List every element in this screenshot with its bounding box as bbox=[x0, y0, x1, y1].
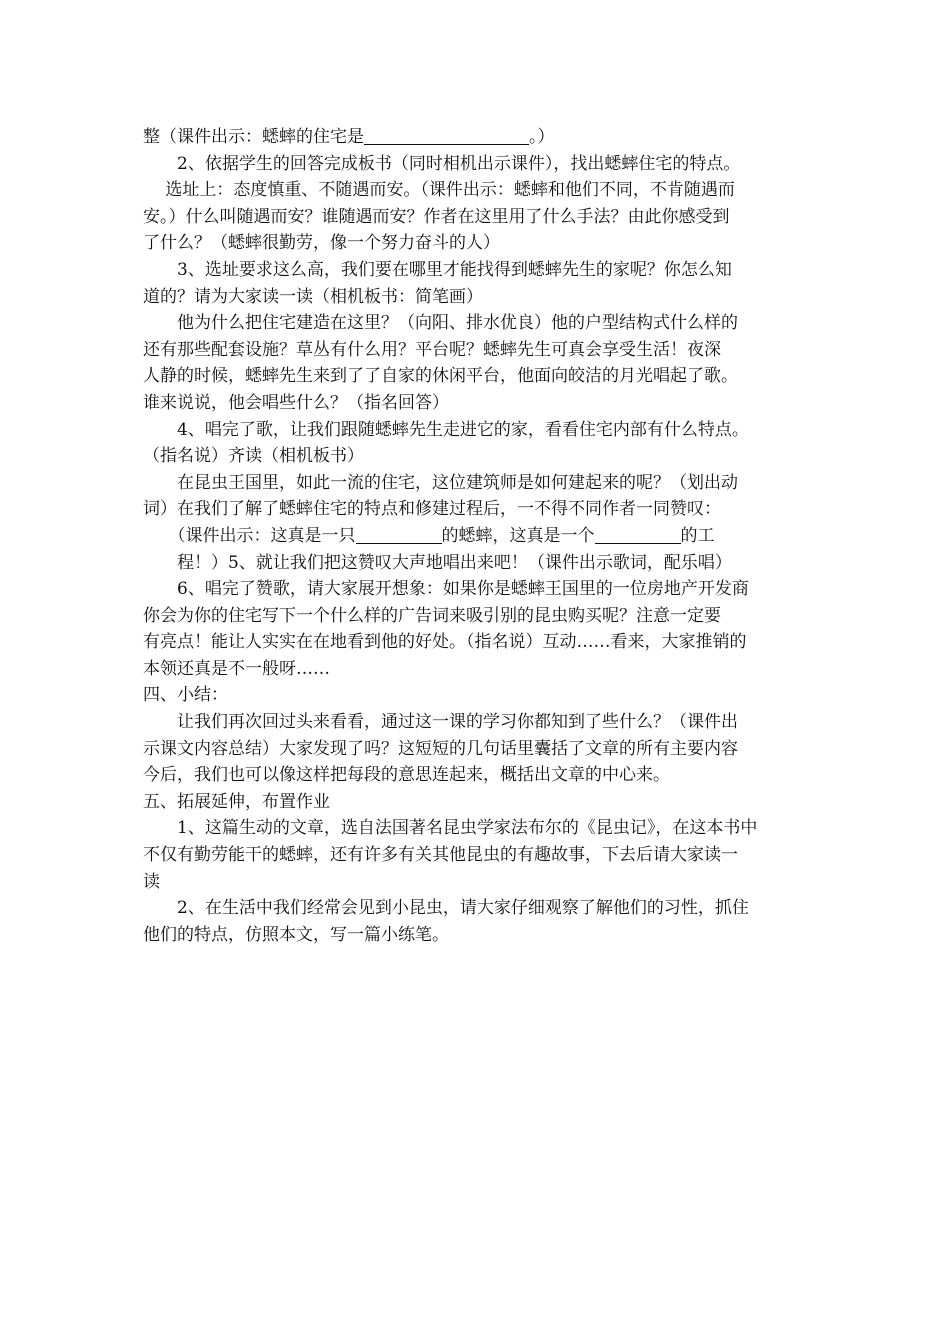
text-line: 不仅有勤劳能干的蟋蟀，还有许多有关其他昆虫的有趣故事，下去后请大家读一 bbox=[143, 845, 738, 866]
lesson-plan-text bbox=[143, 124, 811, 948]
text-line: 整（课件出示：蟋蟀的住宅是 。） bbox=[143, 127, 555, 147]
text-line: 他们的特点，仿照本文，写一篇小练笔。 bbox=[143, 924, 449, 945]
text-line: （课件出示：这真是一只 的蟋蟀，这真是一个 的工 bbox=[143, 525, 715, 546]
fill-in-blank bbox=[364, 126, 529, 145]
text-line: 他为什么把住宅建造在这里？（向阳、排水优良）他的户型结构式什么样的 bbox=[143, 313, 738, 334]
section-heading: 四、小结： bbox=[143, 685, 228, 706]
text-line: 2、依据学生的回答完成板书（同时相机出示课件），找出蟋蟀住宅的特点。 bbox=[143, 153, 741, 174]
text-line: 6、唱完了赞歌，请大家展开想象：如果你是蟋蟀王国里的一位房地产开发商 bbox=[143, 579, 749, 600]
text-line: 了什么？（蟋蟀很勤劳，像一个努力奋斗的人） bbox=[143, 233, 500, 254]
text-line: 你会为你的住宅写下一个什么样的广告词来吸引别的昆虫购买呢？注意一定要 bbox=[143, 605, 721, 626]
text-line: 1、这篇生动的文章，选自法国著名昆虫学家法布尔的《昆虫记》，在这本书中 bbox=[143, 818, 758, 839]
text-line: 人静的时候，蟋蟀先生来到了了自家的休闲平台，他面向皎洁的月光唱起了歌。 bbox=[143, 366, 738, 387]
text-line: 让我们再次回过头来看看，通过这一课的学习你都知到了些什么？（课件出 bbox=[143, 712, 738, 733]
text-line: 3、选址要求这么高，我们要在哪里才能找得到蟋蟀先生的家呢？你怎么知 bbox=[143, 259, 732, 280]
text-line: 读 bbox=[143, 871, 160, 892]
text-line: 道的？请为大家读一读（相机板书：简笔画） bbox=[143, 286, 483, 307]
text-line: 今后，我们也可以像这样把每段的意思连起来，概括出文章的中心来。 bbox=[143, 765, 670, 786]
fill-in-blank bbox=[595, 525, 681, 544]
text-line: 示课文内容总结）大家发现了吗？这短短的几句话里囊括了文章的所有主要内容 bbox=[143, 738, 738, 759]
text-line: 2、在生活中我们经常会见到小昆虫，请大家仔细观察了解他们的习性，抓住 bbox=[143, 898, 749, 919]
section-heading: 五、拓展延伸，布置作业 bbox=[143, 791, 330, 812]
text-line: 有亮点！能让人实实在在地看到他的好处。（指名说）互动……看来，大家推销的 bbox=[143, 632, 747, 653]
text-line: 本领还真是不一般呀…… bbox=[143, 658, 330, 679]
fill-in-blank bbox=[356, 525, 442, 544]
text-line: （指名说）齐读（相机板书） bbox=[143, 446, 364, 467]
text-line: 谁来说说，他会唱些什么？（指名回答） bbox=[143, 392, 449, 413]
text-line: 程！）5、就让我们把这赞叹大声地唱出来吧！（课件出示歌词，配乐唱） bbox=[143, 552, 732, 573]
text-line: 在昆虫王国里，如此一流的住宅，这位建筑师是如何建起来的呢？（划出动 bbox=[143, 472, 738, 493]
text-line: 还有那些配套设施？草丛有什么用？平台呢？蟋蟀先生可真会享受生活！夜深 bbox=[143, 339, 721, 360]
text-line: 4、唱完了歌，让我们跟随蟋蟀先生走进它的家，看看住宅内部有什么特点。 bbox=[143, 419, 749, 440]
text-line: 选址上：态度慎重、不随遇而安。（课件出示：蟋蟀和他们不同，不肯随遇而 bbox=[143, 180, 735, 201]
text-line: 词）在我们了解了蟋蟀住宅的特点和修建过程后，一不得不同作者一同赞叹： bbox=[143, 499, 721, 520]
text-line: 安。）什么叫随遇而安？谁随遇而安？作者在这里用了什么手法？由此你感受到 bbox=[143, 206, 730, 227]
